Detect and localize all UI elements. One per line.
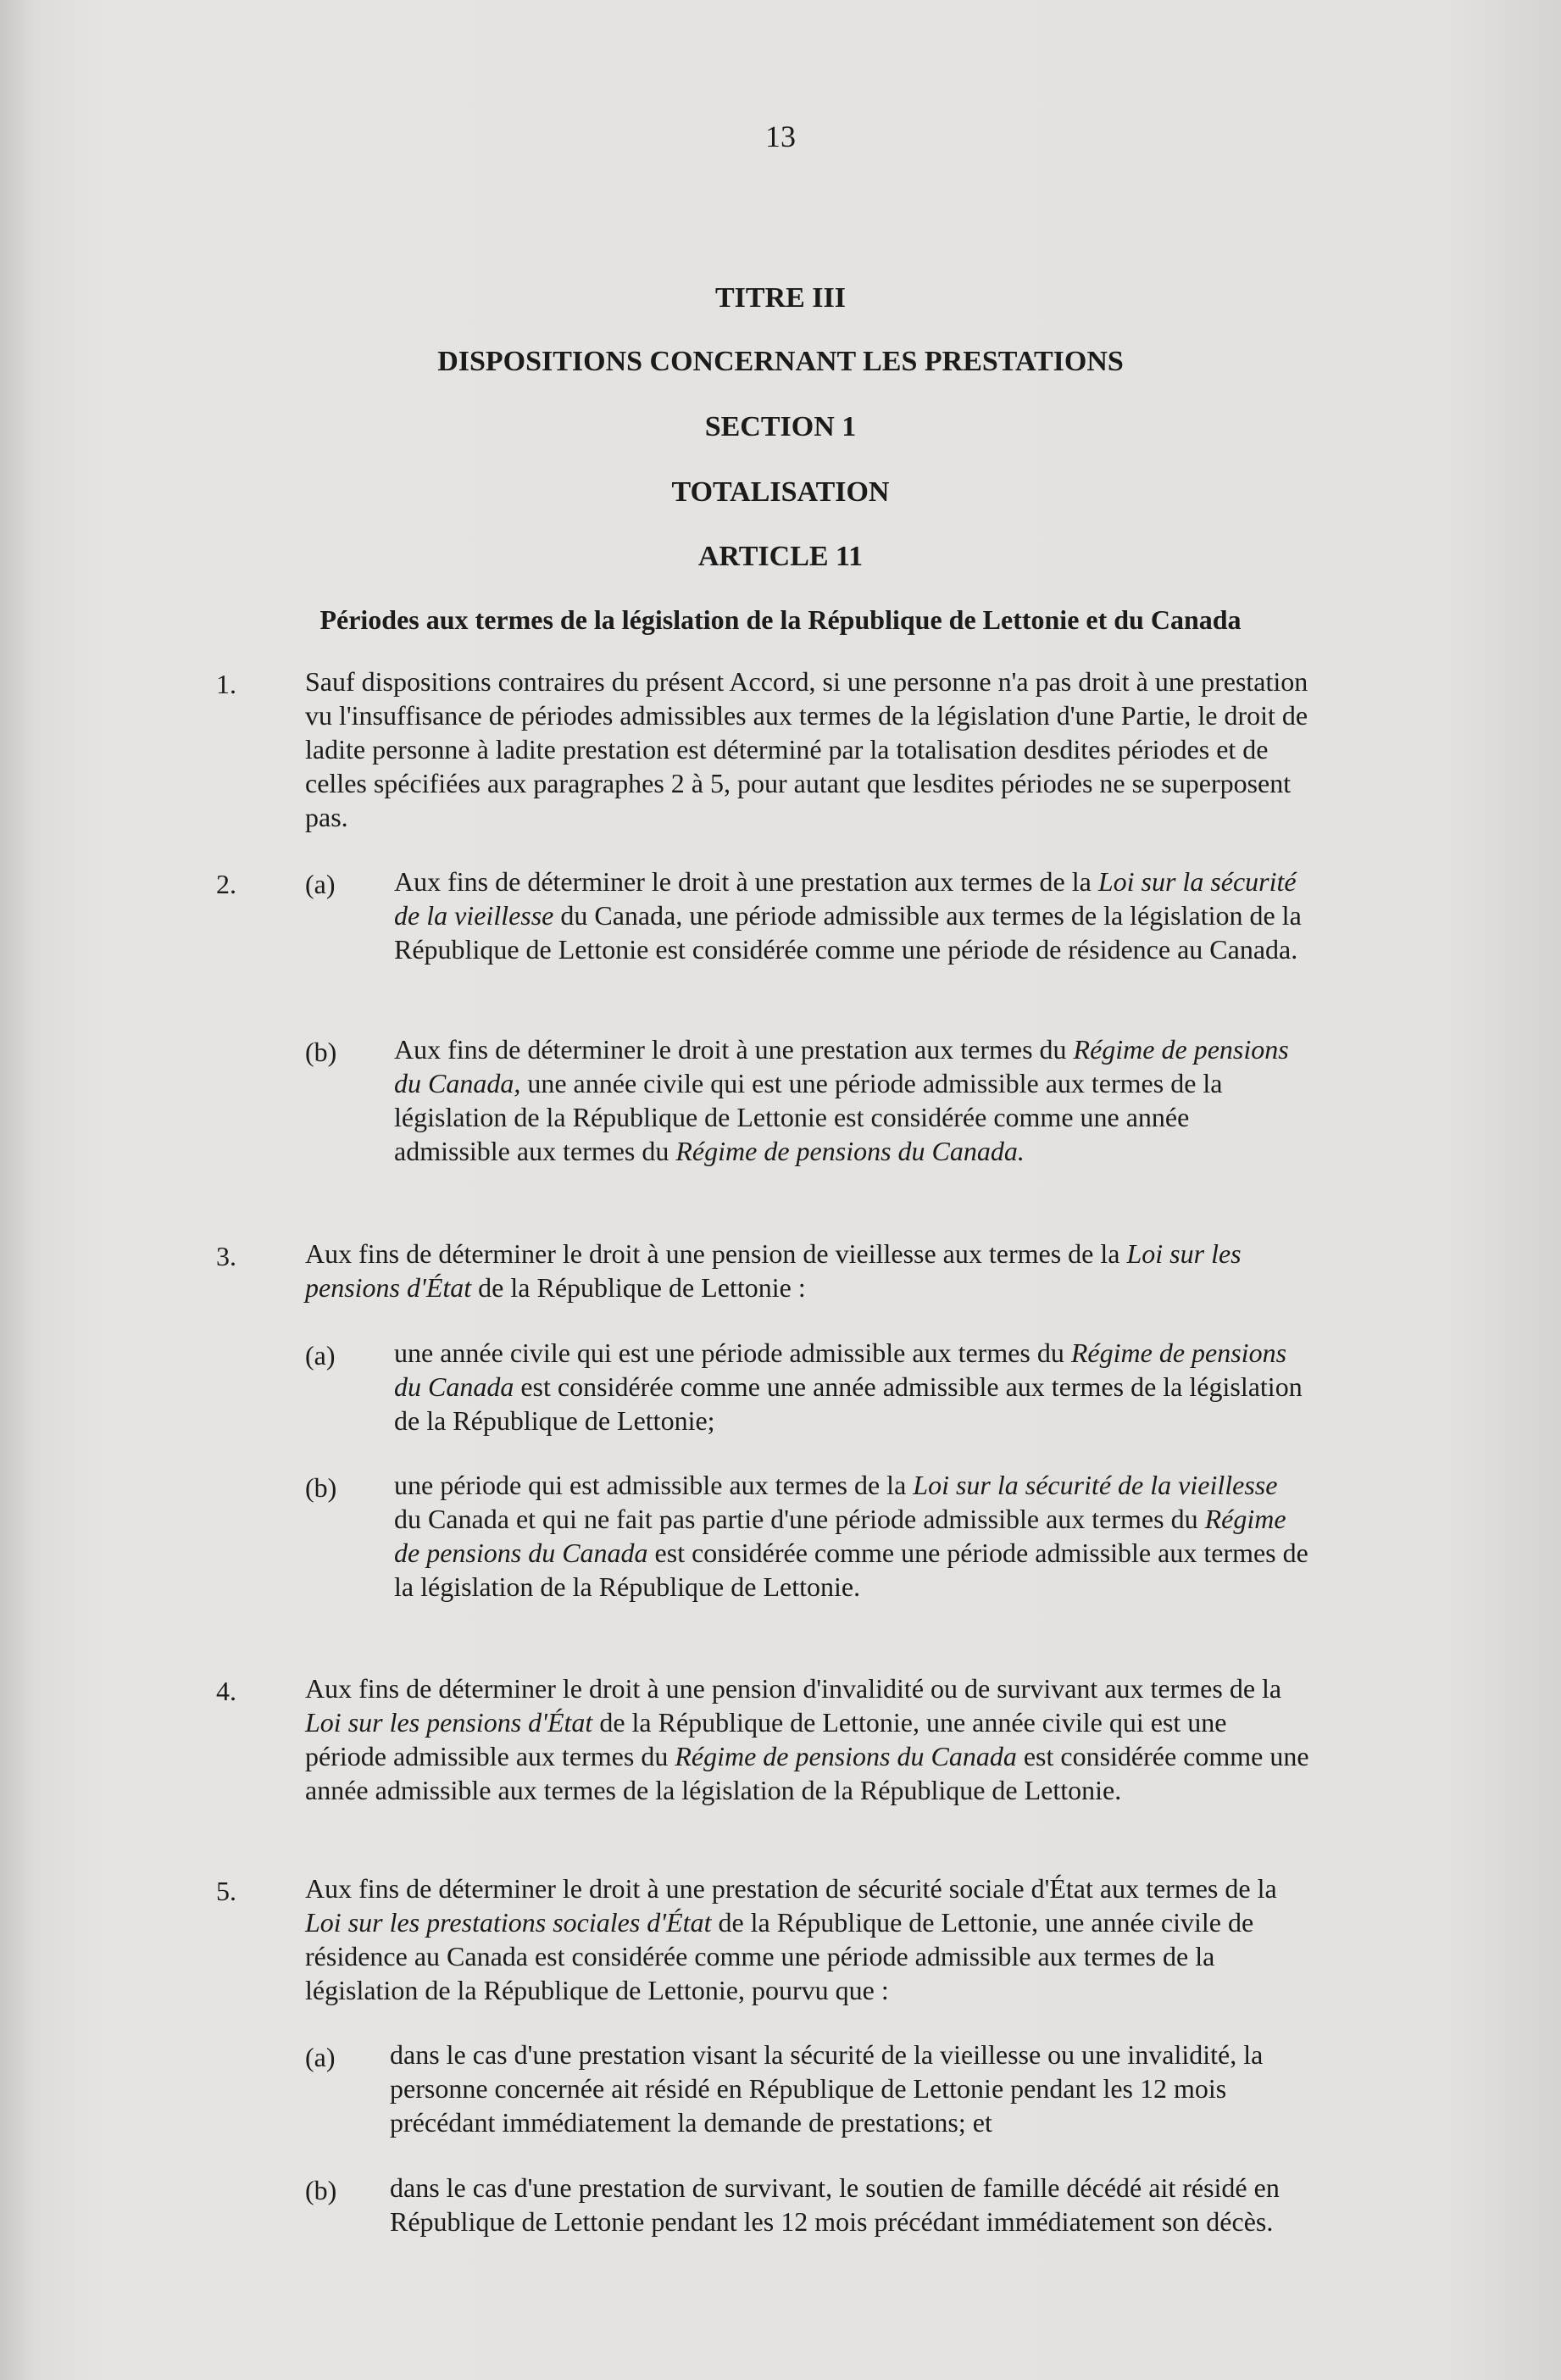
paragraph-1-number: 1. [216, 669, 236, 699]
paragraph-2b-label: (b) [305, 1037, 337, 1067]
paragraph-2a-text: Aux fins de déterminer le droit à une prestation aux termes de la Loi sur la sécurité de la vieillesse du Canada, une période admissible aux termes de la législation de la République de Lettonie est considérée comme une période de résidence au Canada. [394, 866, 1302, 965]
paragraph-5b-text: dans le cas d'une prestation de survivant, le soutien de famille décédé ait résidé en République de Lettonie pendant les 12 mois précédant immédiatement son décès. [390, 2172, 1280, 2237]
paragraph-3a-label: (a) [305, 1340, 336, 1371]
title-heading: TITRE III [714, 282, 846, 314]
paragraph-1-text: Sauf dispositions contraires du présent Accord, si une personne n'a pas droit à une prestation vu l'insuffisance de périodes admissibles aux termes de la législation d'une Partie, le droit de ladite personne à ladite prestation est déterminé par la totalisation desdites périodes et de celles spécifiées aux paragraphes 2 à 5, pour autant que lesdites périodes ne se superposent pas. [305, 666, 1308, 832]
dispositions-heading: DISPOSITIONS CONCERNANT LES PRESTATIONS [437, 346, 1124, 377]
paragraph-3-number: 3. [216, 1241, 236, 1271]
article-heading: ARTICLE 11 [697, 541, 864, 572]
paragraph-4-number: 4. [216, 1676, 236, 1706]
totalisation-heading: TOTALISATION [671, 476, 890, 508]
paragraph-3-text: Aux fins de déterminer le droit à une pension de vieillesse aux termes de la Loi sur les pensions d'État de la République de Lettonie : [305, 1238, 1242, 1303]
paragraph-3b-label: (b) [305, 1472, 337, 1503]
periodes-heading: Périodes aux termes de la législation de la République de Lettonie et du Canada [319, 604, 1242, 635]
paragraph-3b-text: une période qui est admissible aux termes de la Loi sur la sécurité de la vieillesse du Canada et qui ne fait pas partie d'une période admissible aux termes du Régime de pensions du Canada est considérée comme une période admissible aux termes de la législation de la République de Lettonie. [394, 1470, 1308, 1602]
paragraph-2b-text: Aux fins de déterminer le droit à une prestation aux termes du Régime de pensions du Canada, une année civile qui est une période admissible aux termes de la législation de la République de Lettonie est considérée comme une année admissible aux termes du Régime de pensions du Canada. [394, 1034, 1289, 1166]
page-number: 13 [765, 120, 796, 153]
paragraph-5b-label: (b) [305, 2175, 337, 2205]
paragraph-5-text: Aux fins de déterminer le droit à une prestation de sécurité sociale d'État aux termes de la Loi sur les prestations sociales d'État de la République de Lettonie, une année civile de résidence au Canada est considérée comme une période admissible aux termes de la législation de la République de Lettonie, pourvu que : [305, 1873, 1277, 2005]
paragraph-5a-label: (a) [305, 2042, 336, 2072]
section-heading: SECTION 1 [704, 411, 857, 442]
paragraph-2a-label: (a) [305, 869, 336, 899]
paragraph-4-text: Aux fins de déterminer le droit à une pension d'invalidité ou de survivant aux termes de la Loi sur les pensions d'État de la République de Lettonie, une année civile qui est une période admissible aux termes du Régime de pensions du Canada est considérée comme une année admissible aux termes de la législation de la République de Lettonie. [305, 1673, 1309, 1805]
paragraph-2-number: 2. [216, 869, 236, 899]
paragraph-5a-text: dans le cas d'une prestation visant la sécurité de la vieillesse ou une invalidité, la personne concernée ait résidé en République de Lettonie pendant les 12 mois précédant immédiatement la demande de prestations; et [390, 2039, 1264, 2138]
paragraph-5-number: 5. [216, 1876, 236, 1906]
paragraph-3a-text: une année civile qui est une période admissible aux termes du Régime de pensions du Canada est considérée comme une année admissible aux termes de la législation de la République de Lettonie; [394, 1337, 1303, 1436]
